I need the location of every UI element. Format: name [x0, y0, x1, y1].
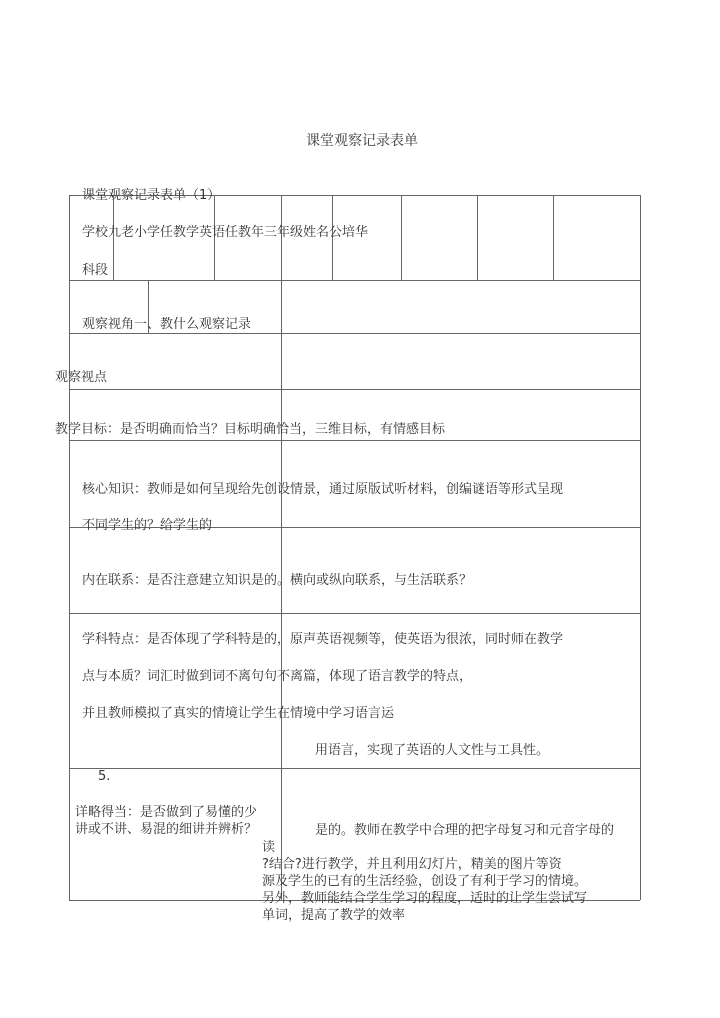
header-info: 学校九老小学任教学英语任教年三年级姓名公培华 [82, 225, 369, 240]
points-label: 观察视点 [55, 370, 108, 385]
angle-label: 观察视角一、教什么观察记录 [82, 317, 252, 332]
table-line [401, 195, 402, 280]
row-subject-feature: 学科特点：是否体现了学科特是的，原声英语视频等，使英语为很浓，同时师在教学 [82, 632, 564, 647]
item5-answer: 单词，提高了教学的效率 [262, 908, 406, 923]
item5-question: 讲或不讲、易混的细讲并辨析？ [75, 822, 258, 837]
table-line [69, 333, 640, 334]
item5-question: 详略得当：是否做到了易懂的少 [75, 805, 258, 820]
item5-answer: ?结合?进行教学，并且利用幻灯片，精美的图片等资 [262, 857, 562, 872]
row-subject-feature: 并且教师模拟了真实的情境让学生在情境中学习语言运 [82, 706, 395, 721]
row-core-knowledge: 不同学生的？给学生的 [82, 518, 213, 533]
item5-answer: 读 [262, 840, 276, 855]
table-line [553, 195, 554, 280]
table-line [640, 195, 641, 900]
table-line [69, 195, 70, 900]
table-line [477, 195, 478, 280]
table-line [69, 440, 640, 441]
row-subject-feature: 用语言，实现了英语的人文性与工具性。 [315, 743, 550, 758]
item5-number: 5. [98, 769, 111, 784]
row-subject-feature: 点与本质？词汇时做到词不离句句不离篇，体现了语言教学的特点， [82, 669, 473, 684]
page-title: 课堂观察记录表单 [306, 133, 418, 149]
row-core-knowledge: 核心知识：教师是如何呈现给先创设情景，通过原版试听材料，创编谜语等形式呈现 [82, 482, 564, 497]
row-goal: 教学目标：是否明确而恰当？目标明确恰当，三维目标，有情感目标 [55, 422, 446, 437]
table-line [69, 280, 640, 281]
item5-answer: 源及学生的已有的生活经验，创设了有利于学习的情境。 [262, 874, 588, 889]
item5-answer: 另外，教师能结合学生学习的程度，适时的让学生尝试写 [262, 891, 588, 906]
item5-answer: 是的。教师在教学中合理的把字母复习和元音字母的 [315, 823, 615, 838]
table-line [69, 768, 640, 769]
form-label: 课堂观察记录表单（1） [82, 188, 221, 203]
row-internal-link: 内在联系：是否注意建立知识是的。横向或纵向联系，与生活联系？ [82, 573, 473, 588]
subject-label: 科段 [82, 263, 109, 278]
table-line [69, 613, 640, 614]
table-line [281, 195, 282, 900]
table-line [69, 389, 640, 390]
